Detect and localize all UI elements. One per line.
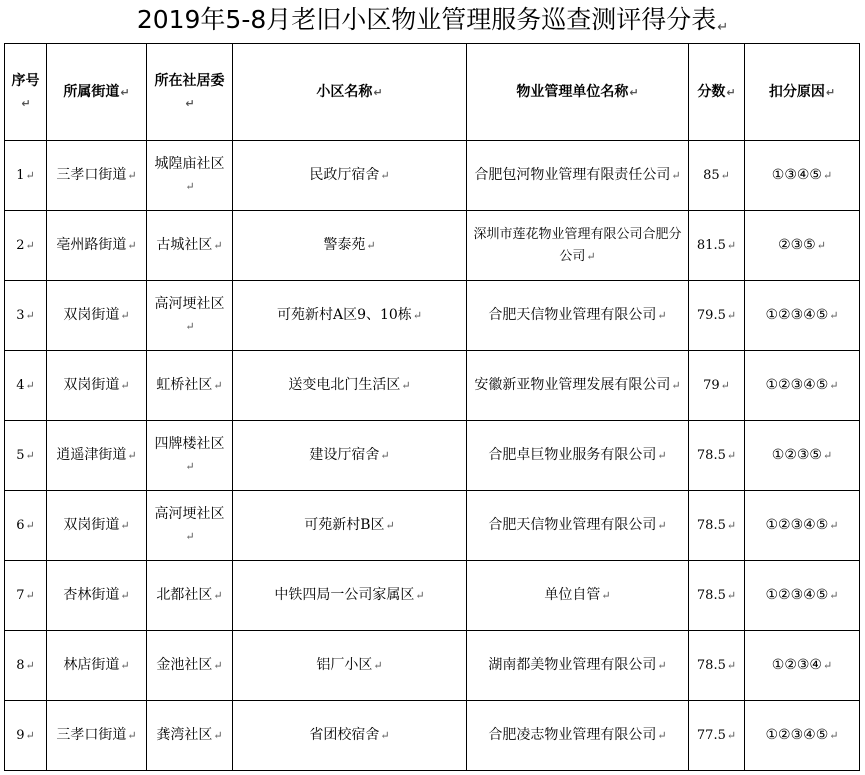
cell-reasons: ①②③④⑤↵	[745, 351, 860, 421]
cell-reasons: ①②③④⑤↵	[745, 561, 860, 631]
page-title	[0, 0, 865, 42]
cell-reasons: ①②③④↵	[745, 631, 860, 701]
cell-company: 合肥天信物业管理有限公司↵	[467, 281, 689, 351]
cell-company: 安徽新亚物业管理发展有限公司↵	[467, 351, 689, 421]
cell-estate: 铝厂小区↵	[233, 631, 467, 701]
cell-reasons: ①③④⑤↵	[745, 141, 860, 211]
cell-street: 双岗街道↵	[47, 351, 147, 421]
table-row	[5, 351, 860, 421]
cell-estate: 可苑新村A区9、10栋↵	[233, 281, 467, 351]
cell-community: 龚湾社区↵	[147, 701, 233, 771]
cell-reasons: ①②③④⑤↵	[745, 701, 860, 771]
table-row	[5, 491, 860, 561]
cell-company: 深圳市莲花物业管理有限公司合肥分公司↵	[467, 211, 689, 281]
cell-street: 三孝口街道↵	[47, 141, 147, 211]
cell-no: 6↵	[5, 491, 47, 561]
paragraph-mark-icon: ↵	[717, 20, 729, 35]
cell-estate: 送变电北门生活区↵	[233, 351, 467, 421]
cell-company: 合肥凌志物业管理有限公司↵	[467, 701, 689, 771]
cell-no: 1↵	[5, 141, 47, 211]
cell-street: 亳州路街道↵	[47, 211, 147, 281]
cell-street: 林店街道↵	[47, 631, 147, 701]
cell-no: 5↵	[5, 421, 47, 491]
table-row	[5, 631, 860, 701]
cell-street: 逍遥津街道↵	[47, 421, 147, 491]
cell-score: 78.5↵	[689, 561, 745, 631]
column-header-no: 序号↵	[5, 44, 47, 141]
cell-community: 金池社区↵	[147, 631, 233, 701]
cell-no: 2↵	[5, 211, 47, 281]
cell-score: 78.5↵	[689, 421, 745, 491]
cell-company: 合肥天信物业管理有限公司↵	[467, 491, 689, 561]
cell-estate: 民政厅宿舍↵	[233, 141, 467, 211]
cell-reasons: ①②③⑤↵	[745, 421, 860, 491]
page-title-text: 2019年5-8月老旧小区物业管理服务巡查测评得分表	[136, 5, 717, 34]
cell-community: 高河埂社区↵	[147, 491, 233, 561]
cell-community: 高河埂社区↵	[147, 281, 233, 351]
column-header-street: 所属街道↵	[47, 44, 147, 141]
column-header-score: 分数↵	[689, 44, 745, 141]
cell-score: 78.5↵	[689, 631, 745, 701]
cell-no: 4↵	[5, 351, 47, 421]
cell-company: 湖南都美物业管理有限公司↵	[467, 631, 689, 701]
cell-company: 单位自管↵	[467, 561, 689, 631]
cell-street: 杏林街道↵	[47, 561, 147, 631]
cell-score: 85↵	[689, 141, 745, 211]
table-row	[5, 281, 860, 351]
cell-reasons: ①②③④⑤↵	[745, 281, 860, 351]
cell-community: 四牌楼社区↵	[147, 421, 233, 491]
table-row	[5, 211, 860, 281]
table-row	[5, 701, 860, 771]
table-row	[5, 561, 860, 631]
cell-estate: 可苑新村B区↵	[233, 491, 467, 561]
cell-community: 北都社区↵	[147, 561, 233, 631]
cell-score: 79.5↵	[689, 281, 745, 351]
cell-score: 81.5↵	[689, 211, 745, 281]
table-header-row	[5, 44, 860, 141]
cell-no: 3↵	[5, 281, 47, 351]
column-header-estate: 小区名称↵	[233, 44, 467, 141]
cell-street: 双岗街道↵	[47, 281, 147, 351]
cell-score: 78.5↵	[689, 491, 745, 561]
cell-reasons: ②③⑤↵	[745, 211, 860, 281]
cell-company: 合肥包河物业管理有限责任公司↵	[467, 141, 689, 211]
cell-community: 古城社区↵	[147, 211, 233, 281]
cell-score: 77.5↵	[689, 701, 745, 771]
column-header-reasons: 扣分原因↵	[745, 44, 860, 141]
column-header-company: 物业管理单位名称↵	[467, 44, 689, 141]
cell-estate: 中铁四局一公司家属区↵	[233, 561, 467, 631]
cell-estate: 建设厅宿舍↵	[233, 421, 467, 491]
cell-company: 合肥卓巨物业服务有限公司↵	[467, 421, 689, 491]
table-row	[5, 421, 860, 491]
table-row	[5, 141, 860, 211]
cell-estate: 警泰苑↵	[233, 211, 467, 281]
cell-no: 9↵	[5, 701, 47, 771]
cell-score: 79↵	[689, 351, 745, 421]
cell-no: 7↵	[5, 561, 47, 631]
column-header-community: 所在社居委↵	[147, 44, 233, 141]
cell-reasons: ①②③④⑤↵	[745, 491, 860, 561]
cell-estate: 省团校宿舍↵	[233, 701, 467, 771]
score-table	[4, 43, 860, 771]
cell-community: 城隍庙社区↵	[147, 141, 233, 211]
cell-no: 8↵	[5, 631, 47, 701]
cell-street: 三孝口街道↵	[47, 701, 147, 771]
cell-street: 双岗街道↵	[47, 491, 147, 561]
cell-community: 虹桥社区↵	[147, 351, 233, 421]
